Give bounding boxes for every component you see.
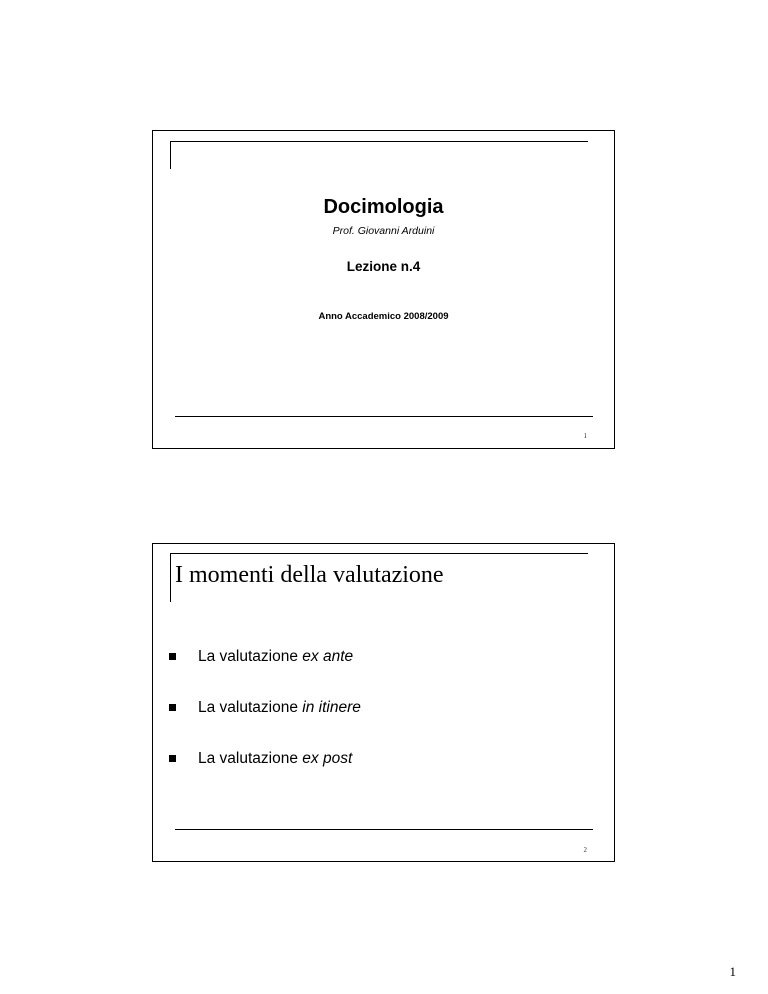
page-number: 1 bbox=[729, 964, 736, 979]
slide-bottom-rule bbox=[175, 829, 593, 830]
list-item bbox=[169, 648, 361, 699]
slide-frame-left-line bbox=[170, 553, 171, 602]
square-bullet-icon bbox=[169, 755, 176, 762]
slide-number: 2 bbox=[583, 846, 587, 854]
square-bullet-icon bbox=[169, 704, 176, 711]
slide-title: I momenti della valutazione bbox=[175, 562, 444, 588]
slide-title: Docimologia bbox=[323, 196, 444, 218]
slide-frame-top-line bbox=[170, 553, 588, 554]
bullet-list bbox=[169, 648, 361, 801]
bullet-text: La valutazione bbox=[198, 648, 303, 665]
bullet-text: La valutazione bbox=[198, 750, 303, 767]
list-item bbox=[169, 699, 361, 750]
slide-subtitle: Prof. Giovanni Arduini bbox=[332, 225, 435, 237]
list-item bbox=[169, 750, 361, 801]
slide-1 bbox=[152, 130, 615, 449]
bullet-emphasis: ex post bbox=[302, 750, 353, 767]
slide-2 bbox=[152, 543, 615, 862]
slide-number: 1 bbox=[583, 432, 587, 440]
bullet-emphasis: in itinere bbox=[302, 699, 361, 716]
bullet-text: La valutazione bbox=[198, 699, 303, 716]
lesson-label: Lezione n.4 bbox=[346, 259, 421, 274]
slide-bottom-rule bbox=[175, 416, 593, 417]
slide-frame-top-line bbox=[170, 141, 588, 142]
square-bullet-icon bbox=[169, 653, 176, 660]
bullet-emphasis: ex ante bbox=[302, 648, 354, 665]
academic-year: Anno Accademico 2008/2009 bbox=[318, 311, 449, 322]
slide-frame-left-line bbox=[170, 141, 171, 169]
